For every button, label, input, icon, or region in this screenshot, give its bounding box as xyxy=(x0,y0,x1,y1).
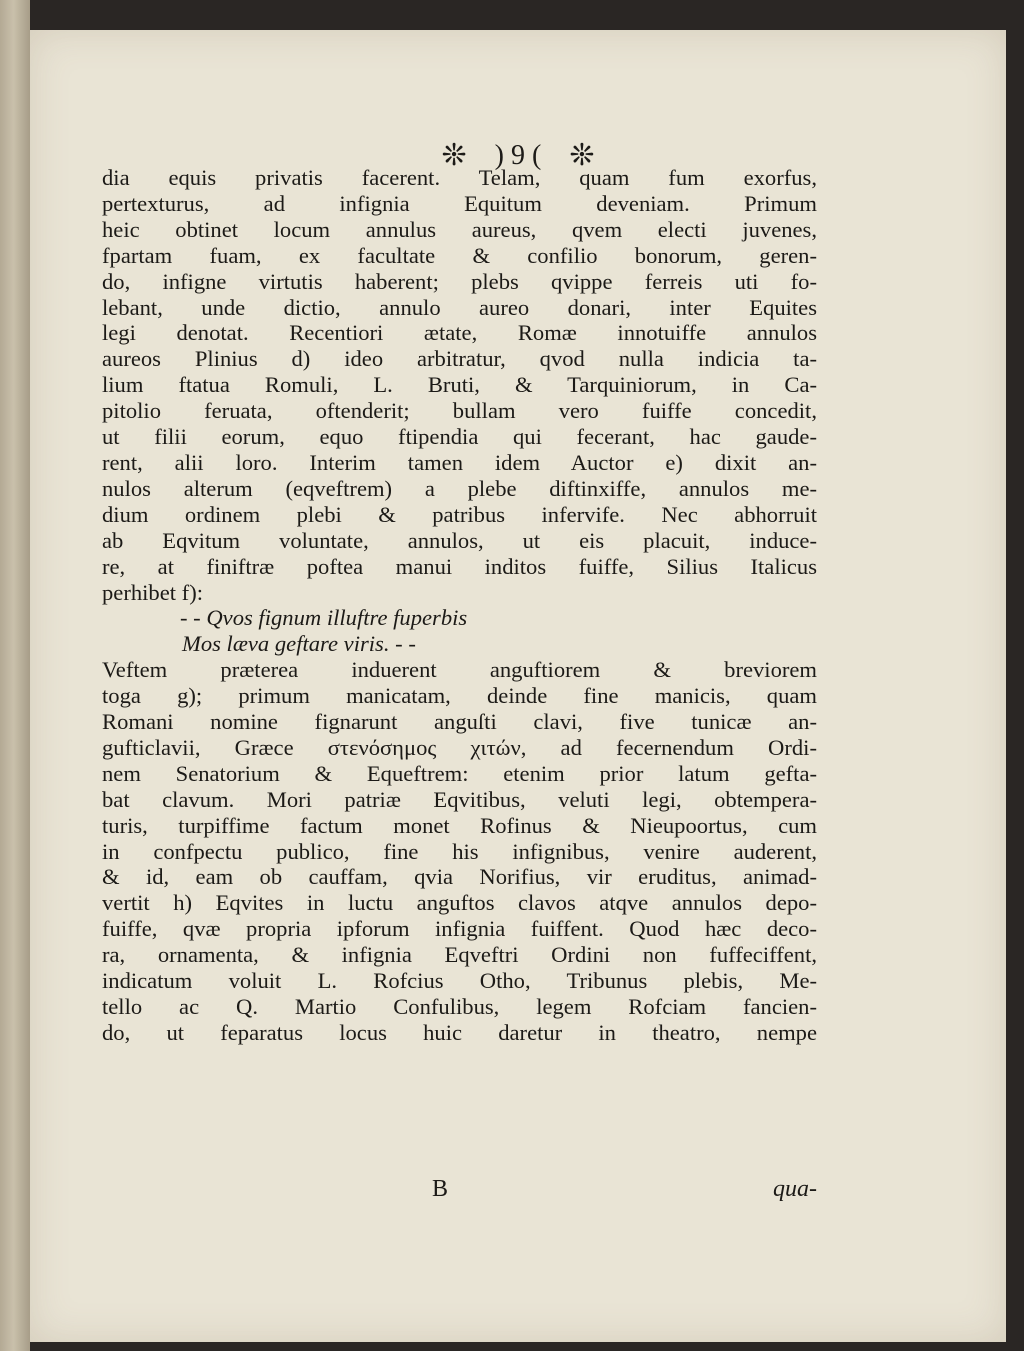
signature-mark: B xyxy=(432,1176,449,1202)
text-line: heic obtinet locum annulus aureus, qvem electi juvenes, xyxy=(102,216,817,242)
catchword: qua- xyxy=(773,1176,817,1202)
body-text xyxy=(102,165,817,1046)
text-line: turis, turpiffime factum monet Rofinus & Nieupoortus, cum xyxy=(102,812,817,838)
text-line: legi denotat. Recentiori ætate, Romæ innotuiffe annulos xyxy=(102,320,817,346)
text-line: vertit h) Eqvites in luctu anguftos clavos atqve annulos depo- xyxy=(102,890,817,916)
text-line: & id, eam ob cauffam, qvia Norifius, vir eruditus, animad- xyxy=(102,864,817,890)
text-line: indicatum voluit L. Rofcius Otho, Tribunus plebis, Me- xyxy=(102,968,817,994)
text-line: fpartam fuam, ex facultate & confilio bonorum, geren- xyxy=(102,242,817,268)
text-line: Romani nomine fignarunt anguſti clavi, five tunicæ an- xyxy=(102,709,817,735)
text-line: toga g); primum manicatam, deinde fine manicis, quam xyxy=(102,683,817,709)
text-line: pitolio feruata, oftenderit; bullam vero fuiffe concedit, xyxy=(102,398,817,424)
text-line: perhibet f): xyxy=(102,579,203,605)
ornament-left-icon: ❊ xyxy=(441,139,467,172)
text-line: fuiffe, qvæ propria ipforum infignia fuiffent. Quod hæc deco- xyxy=(102,916,817,942)
verse-line: - - Qvos fignum illuftre fuperbis xyxy=(180,605,468,631)
text-line: bat clavum. Mori patriæ Eqvitibus, veluti legi, obtempera- xyxy=(102,786,817,812)
text-line: do, infigne virtutis haberent; plebs qvippe ferreis uti fo- xyxy=(102,268,817,294)
text-line: nem Senatorium & Equeftrem: etenim prior latum gefta- xyxy=(102,760,817,786)
verse-line: Mos læva geftare viris. - - xyxy=(182,631,416,657)
text-line: tello ac Q. Martio Confulibus, legem Rofciam fancien- xyxy=(102,994,817,1019)
text-line: gufticlavii, Græce στενόσημος χιτών, ad fecernendum Ordi- xyxy=(102,734,817,760)
ornament-right-icon: ❊ xyxy=(569,139,595,172)
page-number: ) 9 ( xyxy=(494,139,542,171)
text-line: ra, ornamenta, & infignia Eqveftri Ordini non fuffeciffent, xyxy=(102,942,817,968)
text-line: pertexturus, ad infignia Equitum deveniam. Primum xyxy=(102,190,817,216)
text-line: aureos Plinius d) ideo arbitratur, qvod nulla indicia ta- xyxy=(102,346,817,372)
text-line: re, at finiftræ poftea manui inditos fuiffe, Silius Italicus xyxy=(102,553,817,579)
text-line: ab Eqvitum voluntate, annulos, ut eis placuit, induce- xyxy=(102,527,817,553)
facing-page-edge xyxy=(0,0,30,1351)
text-line: dium ordinem plebi & patribus infervife. Nec abhorruit xyxy=(102,501,817,527)
text-line: nulos alterum (eqveftrem) a plebe diftinxiffe, annulos me- xyxy=(102,475,817,501)
text-line: rent, alii loro. Interim tamen idem Auctor e) dixit an- xyxy=(102,449,817,475)
page-sheet xyxy=(30,30,1006,1342)
text-line: do, ut feparatus locus huic daretur in theatro, nempe xyxy=(102,1019,817,1045)
text-line: in confpectu publico, fine his infignibus, venire auderent, xyxy=(102,838,817,864)
text-line: dia equis privatis facerent. Telam, quam fum exorfus, xyxy=(102,165,817,190)
page-footer xyxy=(102,1176,817,1203)
text-line: lebant, unde dictio, annulo aureo donari, inter Equites xyxy=(102,294,817,320)
text-line: lium ftatua Romuli, L. Bruti, & Tarquiniorum, in Ca- xyxy=(102,372,817,398)
text-line: Veftem præterea induerent anguftiorem & breviorem xyxy=(102,657,817,683)
text-line: ut filii eorum, equo ftipendia qui fecerant, hac gaude- xyxy=(102,424,817,450)
